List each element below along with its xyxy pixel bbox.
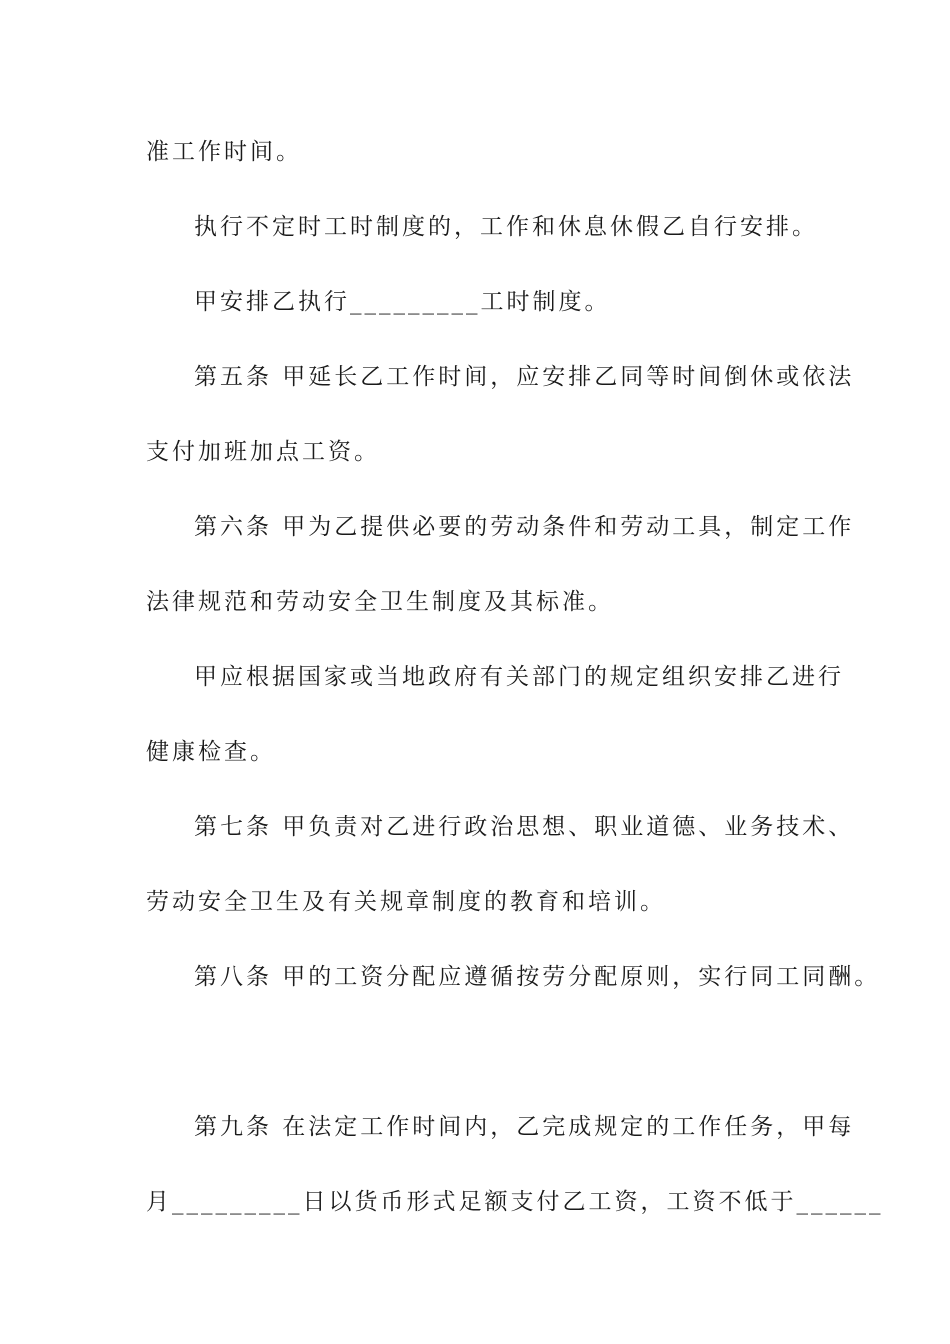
paragraph-line: 甲安排乙执行_________工时制度。 <box>194 289 611 315</box>
article-5-line: 第五条 甲延长乙工作时间，应安排乙同等时间倒休或依法 <box>194 364 855 390</box>
paragraph-line: 甲应根据国家或当地政府有关部门的规定组织安排乙进行 <box>194 664 844 690</box>
article-8-line: 第八条 甲的工资分配应遵循按劳分配原则，实行同工同酬。 <box>194 964 881 990</box>
article-6-line: 第六条 甲为乙提供必要的劳动条件和劳动工具，制定工作 <box>194 514 855 540</box>
paragraph-line: 月_________日以货币形式足额支付乙工资，工资不低于______ <box>146 1189 884 1215</box>
paragraph-line: 法律规范和劳动安全卫生制度及其标准。 <box>146 589 614 615</box>
paragraph-line: 劳动安全卫生及有关规章制度的教育和培训。 <box>146 889 666 915</box>
article-9-line: 第九条 在法定工作时间内，乙完成规定的工作任务，甲每 <box>194 1114 855 1140</box>
paragraph-line: 准工作时间。 <box>146 139 302 165</box>
paragraph-line: 健康检查。 <box>146 739 276 765</box>
article-7-line: 第七条 甲负责对乙进行政治思想、职业道德、业务技术、 <box>194 814 855 840</box>
paragraph-line: 支付加班加点工资。 <box>146 439 380 465</box>
paragraph-line: 执行不定时工时制度的，工作和休息休假乙自行安排。 <box>194 214 818 240</box>
